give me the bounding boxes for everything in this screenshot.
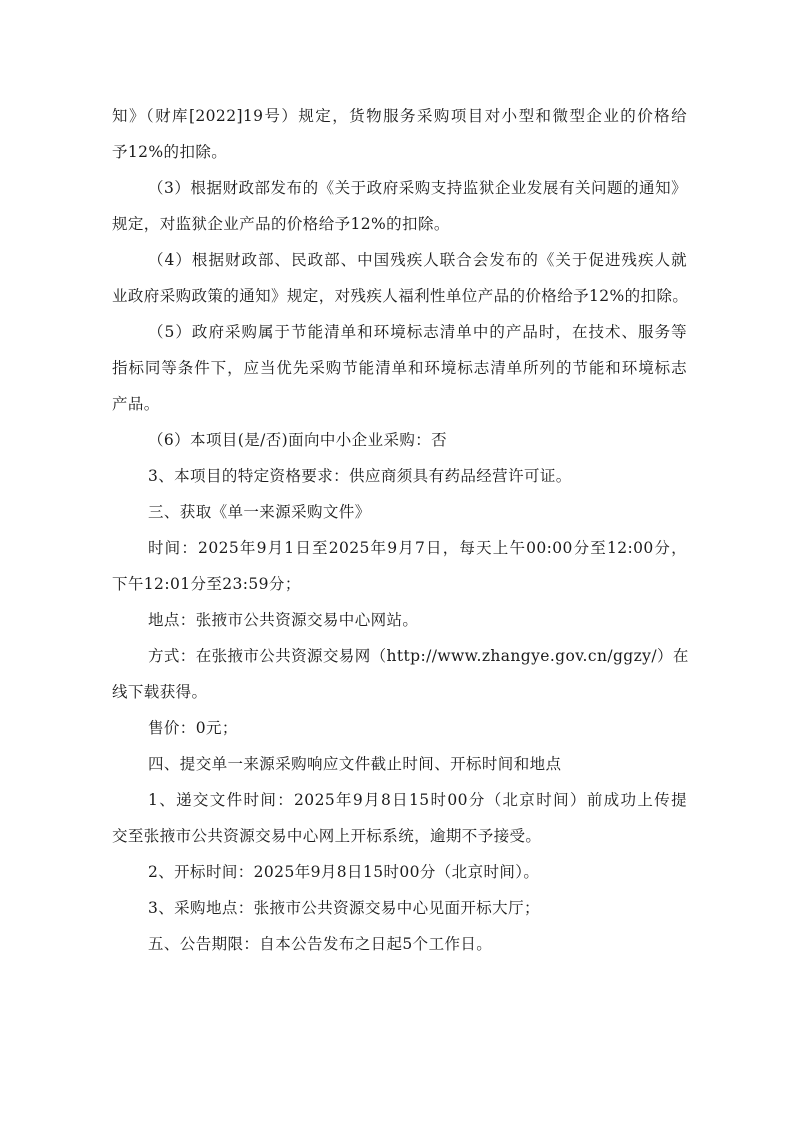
section-heading-submission-deadline bbox=[112, 746, 687, 782]
paragraph-obtain-time bbox=[112, 530, 687, 602]
text-line: （5）政府采购属于节能清单和环境标志清单中的产品时，在技术、服务等 bbox=[148, 323, 687, 341]
paragraph-price bbox=[112, 710, 687, 746]
section-heading: 五、公告期限：自本公告发布之日起5个工作日。 bbox=[148, 935, 493, 953]
text-line: 地点：张掖市公共资源交易中心网站。 bbox=[148, 611, 419, 629]
paragraph-procurement-location bbox=[112, 890, 687, 926]
paragraph-prison-enterprise bbox=[112, 170, 687, 242]
paragraph-obtain-location bbox=[112, 602, 687, 638]
text-line: 指标同等条件下，应当优先采购节能清单和环境标志清单所列的节能和环境标志 bbox=[112, 359, 687, 377]
text-line: （4）根据财政部、民政部、中国残疾人联合会发布的《关于促进残疾人就 bbox=[148, 251, 687, 269]
paragraph-opening-time bbox=[112, 854, 687, 890]
paragraph-energy-saving-products bbox=[112, 314, 687, 422]
document-body bbox=[112, 98, 687, 962]
section-heading-obtain-documents bbox=[112, 494, 687, 530]
paragraph-disabled-welfare-units bbox=[112, 242, 687, 314]
text-line: 2、开标时间：2025年9月8日15时00分（北京时间）。 bbox=[148, 863, 540, 881]
text-line: 规定，对监狱企业产品的价格给予12%的扣除。 bbox=[112, 215, 450, 233]
paragraph-special-qualification bbox=[112, 458, 687, 494]
text-line: 3、本项目的特定资格要求：供应商须具有药品经营许可证。 bbox=[148, 467, 572, 485]
text-line: 方式：在张掖市公共资源交易网（http://www.zhangye.gov.cn/ggzy/）在 bbox=[148, 647, 689, 665]
paragraph-submission-time bbox=[112, 782, 687, 854]
text-line: 予12%的扣除。 bbox=[112, 143, 228, 161]
text-line: 1、递交文件时间：2025年9月8日15时00分（北京时间）前成功上传提 bbox=[148, 791, 687, 809]
paragraph-sme-procurement bbox=[112, 422, 687, 458]
text-line: 售价：0元； bbox=[148, 719, 238, 737]
text-line: （6）本项目(是/否)面向中小企业采购：否 bbox=[148, 431, 448, 449]
text-line: 下午12:01分至23:59分； bbox=[112, 575, 301, 593]
section-heading: 四、提交单一来源采购响应文件截止时间、开标时间和地点 bbox=[148, 755, 562, 773]
text-line: 业政府采购政策的通知》规定，对残疾人福利性单位产品的价格给予12%的扣除。 bbox=[112, 287, 689, 305]
paragraph-obtain-method bbox=[112, 638, 687, 710]
text-line: 3、采购地点：张掖市公共资源交易中心见面开标大厅； bbox=[148, 899, 540, 917]
text-line: 线下载获得。 bbox=[112, 683, 208, 701]
text-line: （3）根据财政部发布的《关于政府采购支持监狱企业发展有关问题的通知》 bbox=[148, 179, 687, 197]
text-line: 产品。 bbox=[112, 395, 160, 413]
section-heading: 三、获取《单一来源采购文件》 bbox=[148, 503, 371, 521]
paragraph-price-deduction-small-micro bbox=[112, 98, 687, 170]
text-line: 交至张掖市公共资源交易中心网上开标系统，逾期不予接受。 bbox=[112, 827, 542, 845]
text-line: 时间：2025年9月1日至2025年9月7日，每天上午00:00分至12:00分， bbox=[148, 539, 687, 557]
section-heading-announcement-period bbox=[112, 926, 687, 962]
text-line: 知》（财库[2022]19号）规定，货物服务采购项目对小型和微型企业的价格给 bbox=[112, 107, 687, 125]
